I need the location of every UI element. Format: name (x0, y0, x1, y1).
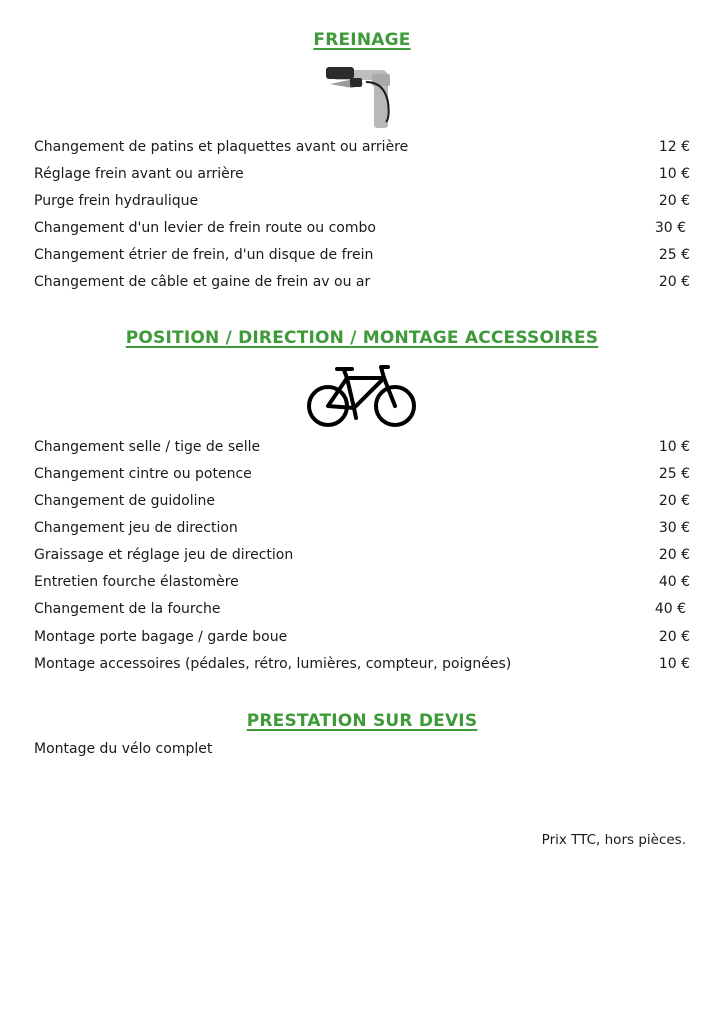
price-row (34, 437, 690, 457)
service-label: Changement étrier de frein, d'un disque de frein (34, 247, 374, 263)
section-title-text: PRESTATION SUR DEVIS (246, 711, 478, 731)
footer-note: Prix TTC, hors pièces. (541, 832, 686, 848)
service-price: 30 € (658, 520, 690, 536)
service-price: 40 € (654, 601, 686, 617)
service-label: Changement d'un levier de frein route ou combo (34, 220, 376, 236)
service-label: Changement de la fourche (34, 601, 221, 617)
quote-service-label: Montage du vélo complet (34, 741, 213, 757)
brake-lever-icon (324, 62, 404, 128)
price-row (34, 572, 690, 592)
service-label: Graissage et réglage jeu de direction (34, 547, 294, 563)
service-label: Changement selle / tige de selle (34, 439, 261, 455)
service-price: 10 € (658, 166, 690, 182)
price-row (34, 627, 690, 647)
service-label: Purge frein hydraulique (34, 193, 199, 209)
service-price: 30 € (654, 220, 686, 236)
service-price: 20 € (658, 274, 690, 290)
price-row (34, 491, 690, 511)
service-label: Réglage frein avant ou arrière (34, 166, 244, 182)
service-label: Changement cintre ou potence (34, 466, 252, 482)
service-label: Montage porte bagage / garde boue (34, 629, 288, 645)
service-price: 10 € (658, 439, 690, 455)
service-price: 20 € (658, 629, 690, 645)
price-row (34, 464, 690, 484)
price-row (34, 191, 690, 211)
service-label: Changement de patins et plaquettes avant ou arrière (34, 139, 409, 155)
service-price: 25 € (658, 466, 690, 482)
service-price: 12 € (658, 139, 690, 155)
service-price: 10 € (658, 656, 690, 672)
section-title-position (0, 328, 724, 348)
price-row (34, 137, 690, 157)
section-title-devis (0, 711, 724, 731)
price-row (34, 545, 690, 565)
bicycle-icon (304, 362, 420, 430)
price-row (34, 218, 690, 238)
service-label: Changement jeu de direction (34, 520, 238, 536)
price-row (34, 164, 690, 184)
service-label: Montage accessoires (pédales, rétro, lumières, compteur, poignées) (34, 656, 512, 672)
price-row (34, 272, 690, 292)
section-title-freinage (0, 30, 724, 50)
service-label: Changement de câble et gaine de frein av ou ar (34, 274, 371, 290)
service-label: Changement de guidoline (34, 493, 215, 509)
service-price: 20 € (658, 193, 690, 209)
price-row (34, 654, 690, 674)
section-title-text: POSITION / DIRECTION / MONTAGE ACCESSOIRES (125, 328, 599, 348)
service-price: 40 € (658, 574, 690, 590)
price-row (34, 518, 690, 538)
service-label: Entretien fourche élastomère (34, 574, 239, 590)
price-row (34, 599, 690, 619)
section-title-text: FREINAGE (313, 30, 411, 50)
service-price: 20 € (658, 493, 690, 509)
service-price: 25 € (658, 247, 690, 263)
service-price: 20 € (658, 547, 690, 563)
price-row (34, 245, 690, 265)
